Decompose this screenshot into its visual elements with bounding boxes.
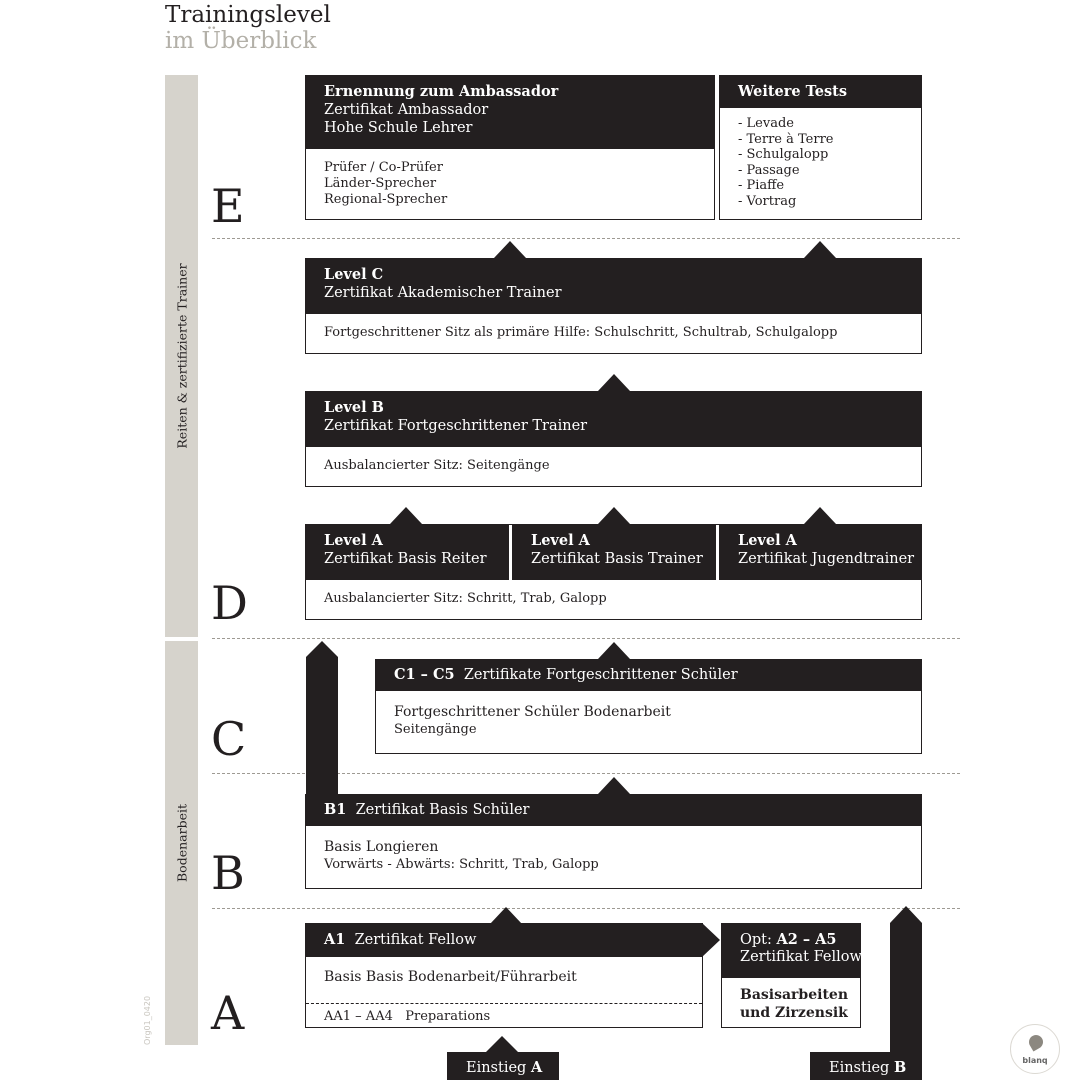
b1-cert: Zertifikat Basis Schüler xyxy=(355,802,530,818)
ambassador-role-3: Regional-Sprecher xyxy=(324,192,448,207)
a1-code: A1 xyxy=(324,931,346,948)
ambassador-role-2: Länder-Sprecher xyxy=(324,176,437,191)
a1-prep-text: Preparations xyxy=(405,1009,491,1024)
arrow-into-level-b-mid xyxy=(598,507,630,524)
level-a-title: Level A xyxy=(324,532,383,549)
c-level-cert: Zertifikate Fortgeschrittener Schüler xyxy=(463,667,738,683)
page-subtitle: im Überblick xyxy=(165,28,317,54)
level-letter-b: B xyxy=(211,846,245,900)
sidebar-top-label: Reiten & zertifizierte Trainer xyxy=(174,263,189,449)
level-c-title: Level C xyxy=(324,266,384,283)
level-a-header-jugendtrainer xyxy=(719,524,922,580)
level-letter-e: E xyxy=(211,179,245,233)
ambassador-sub2: Hohe Schule Lehrer xyxy=(324,120,473,136)
ambassador-header xyxy=(305,75,715,149)
tests-item: - Terre à Terre xyxy=(738,131,834,147)
level-c-desc: Fortgeschrittener Sitz als primäre Hilfe: Schulschritt, Schultrab, Schulgalopp xyxy=(324,325,838,340)
tests-item: - Vortrag xyxy=(738,193,797,209)
b1-desc: Vorwärts - Abwärts: Schritt, Trab, Galopp xyxy=(324,857,599,872)
level-a-sub: Zertifikat Basis Reiter xyxy=(324,551,487,567)
tests-list xyxy=(738,116,834,210)
einstieg-b xyxy=(810,1052,922,1080)
level-letter-a: A xyxy=(211,986,245,1040)
a2-main-1: Basisarbeiten xyxy=(740,987,849,1003)
c-level-desc: Seitengänge xyxy=(394,722,477,737)
einstieg-a xyxy=(447,1052,559,1080)
einstieg-b-code: B xyxy=(893,1059,907,1076)
arrow-into-level-b-left xyxy=(390,507,422,524)
level-b-desc: Ausbalancierter Sitz: Seitengänge xyxy=(324,458,550,473)
logo-mark-icon xyxy=(1026,1032,1045,1051)
tests-item: - Piaffe xyxy=(738,178,785,194)
tests-item: - Levade xyxy=(738,116,794,131)
side-code: Org01_0420 xyxy=(143,995,152,1045)
ambassador-role-1: Prüfer / Co-Prüfer xyxy=(324,160,443,175)
level-c-sub: Zertifikat Akademischer Trainer xyxy=(324,285,562,301)
b1-code: B1 xyxy=(324,801,347,818)
a2-header xyxy=(721,923,861,978)
einstieg-b-label: Einstieg xyxy=(829,1060,890,1076)
arrow-into-level-a-from-c xyxy=(598,642,630,659)
level-a-title: Level A xyxy=(738,532,797,549)
a1-dashed-separator xyxy=(306,1003,702,1004)
c-level-main: Fortgeschrittener Schüler Bodenarbeit xyxy=(394,704,671,720)
c-level-header xyxy=(375,659,922,691)
einstieg-a-code: A xyxy=(530,1059,543,1076)
logo-label: blanq xyxy=(1022,1056,1048,1065)
arrow-into-level-c xyxy=(598,374,630,391)
blanq-logo xyxy=(1010,1024,1060,1074)
b1-header xyxy=(305,794,922,826)
level-a-desc: Ausbalancierter Sitz: Schritt, Trab, Galopp xyxy=(324,591,607,606)
a1-prep-code: AA1 – AA4 xyxy=(324,1009,393,1024)
a2-main xyxy=(740,986,848,1022)
level-b-title: Level B xyxy=(324,399,384,416)
arrow-a1-to-a2 xyxy=(702,923,720,957)
level-b-header xyxy=(305,391,922,447)
b1-main: Basis Longieren xyxy=(324,839,439,855)
tests-item: - Passage xyxy=(738,162,800,178)
level-a-header-reiter xyxy=(305,524,509,580)
level-letter-d: D xyxy=(211,576,248,630)
level-a-header-trainer xyxy=(512,524,716,580)
a1-cert: Zertifikat Fellow xyxy=(354,932,477,948)
level-b-sub: Zertifikat Fortgeschrittener Trainer xyxy=(324,418,588,434)
level-a-sub: Zertifikat Jugendtrainer xyxy=(738,551,915,567)
arrow-einstieg-a-up xyxy=(486,1036,518,1052)
level-letter-c: C xyxy=(211,712,247,766)
einstieg-a-label: Einstieg xyxy=(466,1060,527,1076)
a1-preparations xyxy=(324,1009,490,1024)
level-a-sub: Zertifikat Basis Trainer xyxy=(531,551,703,567)
arrow-into-ambassador xyxy=(494,241,526,258)
arrow-into-tests xyxy=(804,241,836,258)
a1-header xyxy=(305,923,703,957)
tests-header xyxy=(719,75,922,108)
a2-main-2: und Zirzensik xyxy=(740,1005,848,1021)
a2-code: A2 – A5 xyxy=(776,931,837,948)
ambassador-sub1: Zertifikat Ambassador xyxy=(324,102,489,118)
ambassador-roles xyxy=(324,160,447,208)
ambassador-title: Ernennung zum Ambassador xyxy=(324,83,559,100)
path-einstieg-b-to-b1 xyxy=(890,906,922,1055)
arrow-into-c-from-b xyxy=(598,777,630,794)
tests-title: Weitere Tests xyxy=(738,83,848,100)
tests-item: - Schulgalopp xyxy=(738,147,829,163)
a1-main: Basis Basis Bodenarbeit/Führarbeit xyxy=(324,969,577,985)
level-c-header xyxy=(305,258,922,314)
page-title: Trainingslevel xyxy=(165,2,331,28)
a2-cert: Zertifikat Fellow xyxy=(740,949,862,965)
a2-prefix: Opt: xyxy=(740,932,772,948)
arrow-into-level-b-right xyxy=(804,507,836,524)
level-a-title: Level A xyxy=(531,532,590,549)
sidebar-bottom-label: Bodenarbeit xyxy=(174,803,189,883)
arrow-into-b-from-a xyxy=(490,907,522,924)
c-level-code: C1 – C5 xyxy=(394,666,455,683)
